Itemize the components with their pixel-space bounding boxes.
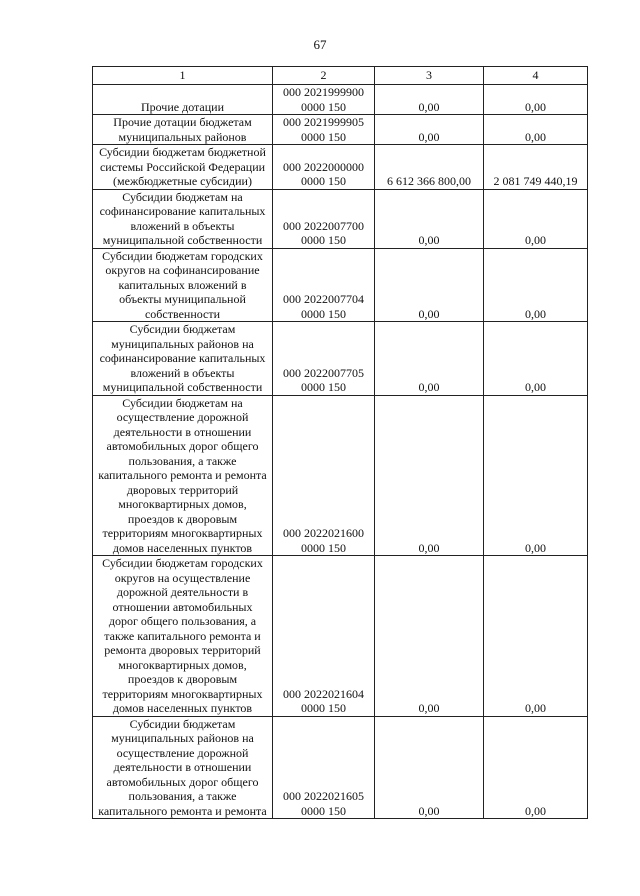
table-header-row (93, 67, 588, 85)
row-code: 000 2022021605 0000 150 (273, 716, 375, 819)
row-value-3: 0,00 (375, 115, 484, 145)
row-name: Субсидии бюджетам на софинансирование капитальных вложений в объекты муниципальной собственности (93, 189, 273, 248)
row-code: 000 2022007700 0000 150 (273, 189, 375, 248)
row-code: 000 2022007704 0000 150 (273, 248, 375, 322)
row-name: Субсидии бюджетам на осуществление дорожной деятельности в отношении автомобильных дорог общего пользования, а также капитального ремонта и ремонта дворовых территорий многоквартирных домов, проездов к дворовым территориям многоквартирных домов населенных пунктов (93, 395, 273, 556)
row-value-3: 0,00 (375, 248, 484, 322)
row-value-4: 0,00 (484, 322, 588, 396)
row-value-3: 0,00 (375, 189, 484, 248)
row-value-3: 0,00 (375, 716, 484, 819)
row-name: Прочие дотации бюджетам муниципальных районов (93, 115, 273, 145)
row-code: 000 2022021604 0000 150 (273, 556, 375, 717)
row-name: Субсидии бюджетам бюджетной системы Российской Федерации (межбюджетные субсидии) (93, 145, 273, 190)
table-row (93, 115, 588, 145)
table-row (93, 322, 588, 396)
header-col-2: 2 (273, 67, 375, 85)
table-row (93, 395, 588, 556)
row-name: Субсидии бюджетам городских округов на осуществление дорожной деятельности в отношении автомобильных дорог общего пользования, а также капитального ремонта и ремонта дворовых территорий многоквартирных домов, проездов к дворовым территориям многоквартирных домов населенных пунктов (93, 556, 273, 717)
table-row (93, 556, 588, 717)
budget-table (92, 66, 588, 819)
table-row (93, 85, 588, 115)
table-row (93, 716, 588, 819)
row-code: 000 2022007705 0000 150 (273, 322, 375, 396)
row-value-3: 0,00 (375, 556, 484, 717)
row-value-4: 0,00 (484, 395, 588, 556)
row-name: Субсидии бюджетам муниципальных районов на осуществление дорожной деятельности в отношении автомобильных дорог общего пользования, а также капитального ремонта и ремонта (93, 716, 273, 819)
table-row (93, 145, 588, 190)
row-value-4: 0,00 (484, 716, 588, 819)
row-value-4: 0,00 (484, 248, 588, 322)
row-code: 000 2021999905 0000 150 (273, 115, 375, 145)
row-value-4: 0,00 (484, 189, 588, 248)
row-value-3: 0,00 (375, 322, 484, 396)
table-row (93, 189, 588, 248)
row-name: Субсидии бюджетам муниципальных районов на софинансирование капитальных вложений в объекты муниципальной собственности (93, 322, 273, 396)
header-col-1: 1 (93, 67, 273, 85)
row-value-3: 0,00 (375, 85, 484, 115)
row-value-3: 6 612 366 800,00 (375, 145, 484, 190)
row-value-4: 2 081 749 440,19 (484, 145, 588, 190)
row-value-4: 0,00 (484, 556, 588, 717)
row-code: 000 2022000000 0000 150 (273, 145, 375, 190)
page-number: 67 (313, 37, 327, 52)
row-code: 000 2022021600 0000 150 (273, 395, 375, 556)
row-name: Субсидии бюджетам городских округов на софинансирование капитальных вложений в объекты муниципальной собственности (93, 248, 273, 322)
row-value-4: 0,00 (484, 115, 588, 145)
row-value-3: 0,00 (375, 395, 484, 556)
row-name: Прочие дотации (93, 85, 273, 115)
header-col-4: 4 (484, 67, 588, 85)
row-value-4: 0,00 (484, 85, 588, 115)
table-row (93, 248, 588, 322)
header-col-3: 3 (375, 67, 484, 85)
row-code: 000 2021999900 0000 150 (273, 85, 375, 115)
